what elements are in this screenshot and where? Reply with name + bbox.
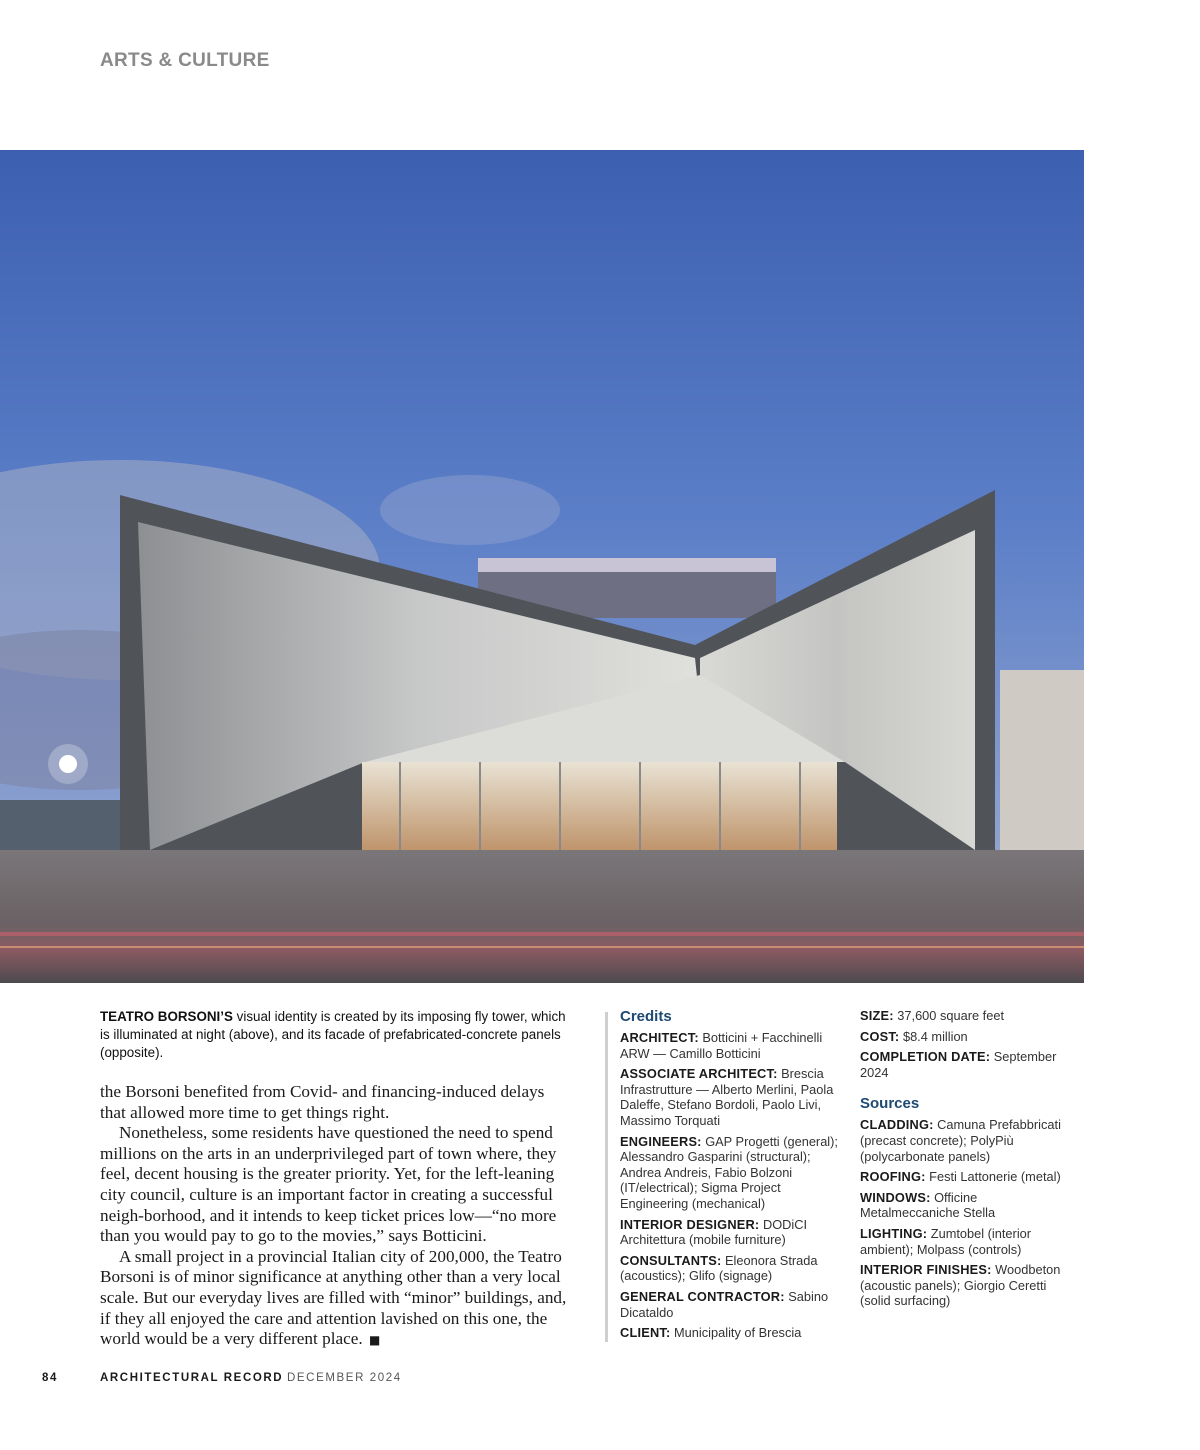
article-body <box>100 1082 570 1351</box>
sources-heading: Sources <box>860 1095 920 1113</box>
credit-value: Municipality of Brescia <box>670 1325 802 1341</box>
credit-entry <box>620 1325 845 1341</box>
fact-label: SIZE: <box>860 1008 894 1023</box>
credit-label: ARCHITECT: <box>620 1030 699 1045</box>
credit-value: Brescia Infrastrutture — Alberto Merlini, Paola Daleffe, Stefano Bordoli, Paolo Livi, Massimo Torquati <box>620 1066 834 1128</box>
credit-entry <box>620 1253 845 1284</box>
facts-sources-column <box>860 1008 1080 1314</box>
source-value: Zumtobel (interior ambient); Molpass (controls) <box>860 1225 1032 1257</box>
page-number: 84 <box>42 1372 58 1384</box>
fact-entry <box>860 1049 1080 1080</box>
fact-value: $8.4 million <box>899 1028 968 1044</box>
body-paragraph: the Borsoni benefited from Covid- and financing-induced delays that allowed more time to get things right. <box>100 1082 545 1122</box>
credit-label: INTERIOR DESIGNER: <box>620 1216 760 1232</box>
source-label: ROOFING: <box>860 1169 926 1185</box>
section-label: ARTS & CULTURE <box>100 50 270 71</box>
source-value: Festi Lattonerie (metal) <box>925 1169 1061 1185</box>
credit-label: CLIENT: <box>620 1325 671 1341</box>
source-value: Officine Metalmeccaniche Stella <box>860 1189 996 1221</box>
fact-entry <box>860 1029 1080 1045</box>
source-value: Woodbeton (acoustic panels); Giorgio Ceretti (solid surfacing) <box>860 1262 1061 1309</box>
credits-column <box>620 1008 845 1346</box>
credit-entry <box>620 1217 845 1248</box>
source-label: INTERIOR FINISHES: <box>860 1262 992 1278</box>
end-mark: ■ <box>368 1333 381 1348</box>
fact-entry <box>860 1008 1080 1024</box>
credit-label: ENGINEERS: <box>620 1133 702 1149</box>
fact-value: September 2024 <box>860 1049 1057 1080</box>
source-label: LIGHTING: <box>860 1225 928 1241</box>
caption-text: visual identity is created by its imposing fly tower, which is illuminated at night (above), and its facade of prefabricated-concrete panels (opposite). <box>100 1009 566 1060</box>
credit-label: ASSOCIATE ARCHITECT: <box>620 1066 778 1082</box>
photo-caption <box>100 1008 570 1062</box>
credit-value: GAP Progetti (general); Alessandro Gasparini (structural); Andrea Andreis, Fabio Bolzoni (IT/electrical); Sigma Project Engineering (mechanical) <box>620 1133 838 1211</box>
caption-lead: TEATRO BORSONI’S <box>100 1009 233 1024</box>
credit-entry <box>620 1066 845 1128</box>
source-value: Camuna Prefabbricati (precast concrete); PolyPiù (polycarbonate panels) <box>860 1117 1061 1164</box>
source-entry <box>860 1169 1080 1185</box>
credit-value: Botticini + Facchinelli ARW — Camillo Botticini <box>620 1030 823 1061</box>
source-label: WINDOWS: <box>860 1189 931 1205</box>
source-entry <box>860 1117 1080 1164</box>
fact-label: COMPLETION DATE: <box>860 1049 991 1065</box>
credit-label: CONSULTANTS: <box>620 1252 722 1268</box>
credit-entry <box>620 1134 845 1212</box>
source-entry <box>860 1226 1080 1257</box>
body-paragraph: Nonetheless, some residents have questioned the need to spend millions on the arts in an underprivileged part of town where, they feel, decent housing is the greater priority. Yet, for the left-leaning city council, culture is an important factor in creating a successful neigh-borhood, and it intends to keep ticket prices low—“no more than you would pay to go to the movies,” says Botticini. <box>100 1123 557 1246</box>
magazine-name: ARCHITECTURAL RECORD <box>100 1372 284 1384</box>
issue-date: DECEMBER 2024 <box>287 1372 402 1384</box>
credits-divider <box>605 1012 608 1342</box>
fact-value: 37,600 square feet <box>893 1008 1004 1023</box>
credit-value: Eleonora Strada (acoustics); Glifo (signage) <box>620 1252 818 1284</box>
credit-value: DODiCI Architettura (mobile furniture) <box>620 1216 808 1248</box>
credits-heading: Credits <box>620 1008 672 1025</box>
teatro-borsoni-photo <box>0 150 1084 983</box>
source-entry <box>860 1262 1080 1309</box>
body-paragraph <box>100 1247 570 1351</box>
credit-label: GENERAL CONTRACTOR: <box>620 1288 785 1304</box>
credit-entry <box>620 1030 845 1061</box>
source-entry <box>860 1190 1080 1221</box>
credit-entry <box>620 1289 845 1320</box>
body-paragraph-text: A small project in a provincial Italian city of 200,000, the Teatro Borsoni is of minor significance at anything other than a very local scale. But our everyday lives are filled with “minor” buildings, and, if they all enjoyed the care and attention lavished on this one, the world would be a very different place. <box>100 1246 567 1349</box>
fact-label: COST: <box>860 1028 900 1044</box>
credit-value: Sabino Dicataldo <box>620 1288 829 1320</box>
source-label: CLADDING: <box>860 1117 934 1133</box>
